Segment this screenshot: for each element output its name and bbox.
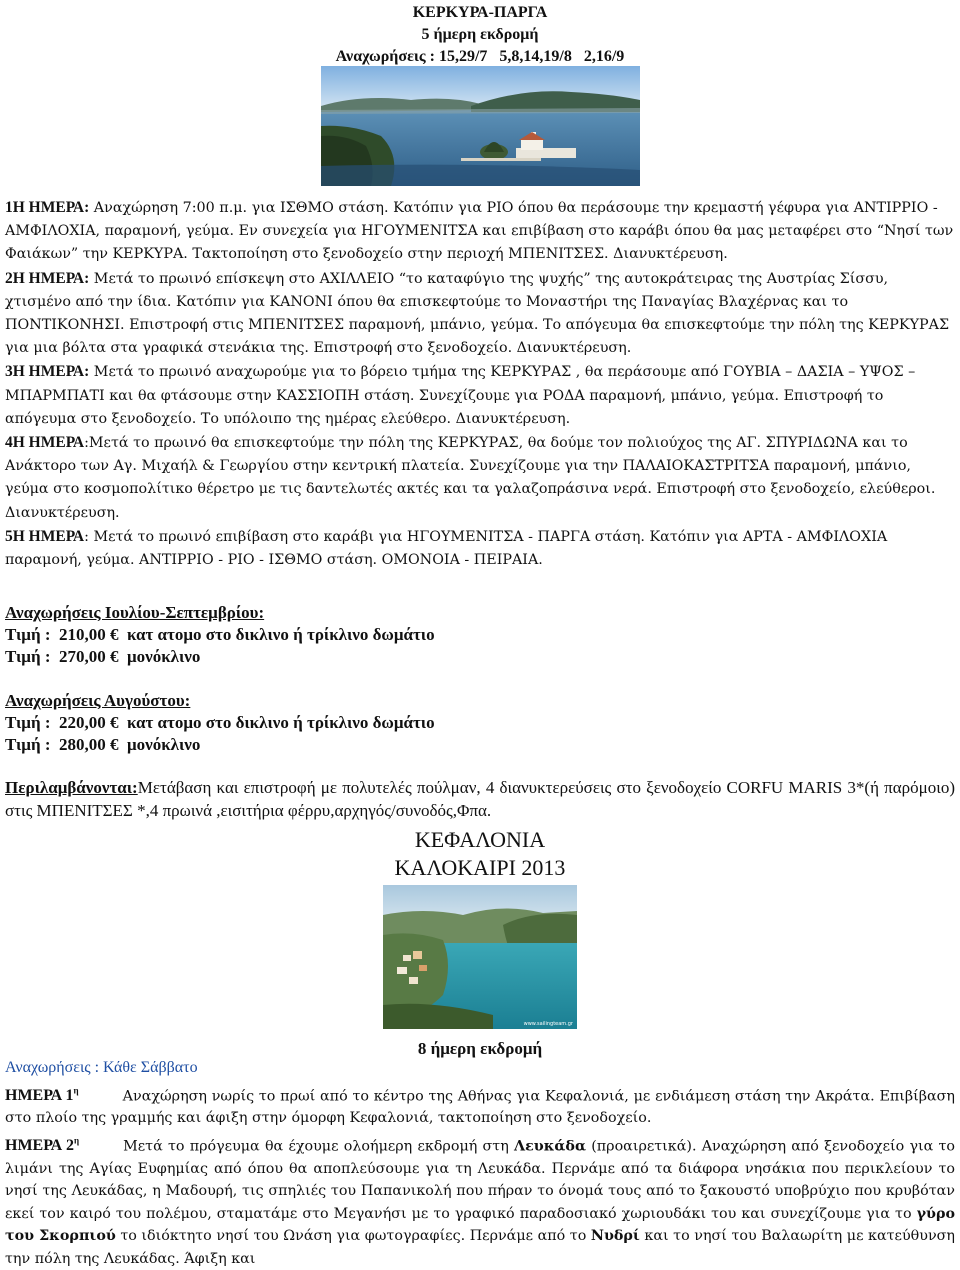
price-value: 270,00 €: [50, 647, 119, 666]
corfu-title: ΚΕΡΚΥΡΑ-ΠΑΡΓΑ: [412, 4, 548, 21]
photo-watermark: www.sailingteam.gr: [523, 1021, 573, 1027]
price-value: 280,00 €: [50, 735, 119, 754]
corfu-departures: Αναχωρήσεις : 15,29/7 5,8,14,19/8 2,16/9: [335, 48, 625, 65]
place-lefkada: Λευκάδα: [514, 1138, 586, 1155]
includes-text: Μετάβαση και επιστροφή με πολυτελές πούλμαν, 4 διανυκτερεύσεις στο ξενοδοχείο CORFU MARIS 3*(ή παρόμοιο) στις ΜΠΕΝΙΤΣΕΣ *,4 πρωινά ,εισιτήρια φέρρυ,αρχηγός/συνοδός,Φπα.: [5, 778, 955, 820]
day-label: 1Η ΗΜΕΡΑ:: [5, 199, 90, 216]
price-line: [5, 646, 955, 668]
kefalonia-subtitle: ΚΑΛΟΚΑΙΡΙ 2013: [394, 855, 566, 880]
price-value: 220,00 €: [50, 713, 119, 732]
kefalonia-title: ΚΕΦΑΛΟΝΙΑ: [414, 827, 546, 852]
price-note: κατ ατομο στο δικλινο ή τρίκλινο δωμάτιο: [118, 713, 435, 732]
price-label: Τιμή :: [5, 713, 51, 732]
price-group-heading: Αναχωρήσεις Αυγούστου:: [5, 691, 191, 710]
day-label: [5, 1087, 79, 1104]
day-text: :Μετά το πρωινό θα επισκεφτούμε την πόλη της ΚΕΡΚΥΡΑΣ, θα δούμε τον πολιούχος της ΑΓ. ΣΠΥΡΙΔΩΝΑ και το Ανάκτορο των Αγ. Μιχαήλ & Γεωργίου στην κεντρική πλατεία. Συνεχίζουμε για την ΠΑΛΑΙΟΚΑΣΤΡΙΤΣΑ παραμονή, μπάνιο, γεύμα στο κοσμοπολίτικο θέρετρο με τις δαντελωτές ακτές και τα γαλαζοπράσινα νερά. Επιστροφή στο ξενοδοχείο, ελεύθεροι. Διανυκτέρευση.: [5, 435, 936, 521]
corfu-day-3: [5, 360, 955, 431]
place-nydri: Νυδρί: [590, 1228, 640, 1245]
day-text: Αναχώρηση νωρίς το πρωί από το κέντρο της Αθήνας για Κεφαλονιά, με ενδιάμεση στάση την Ακράτα. Επιβίβαση στο πλοίο της γραμμής και άφιξη στην όμορφη Κεφαλονιά, τακτοποίηση στο ξενοδοχείο.: [5, 1087, 955, 1127]
day-text-g: και το νησί του Βαλαωρίτη με κατεύθυνση την πόλη της Λευκάδας. Άφιξη και: [5, 1228, 955, 1267]
corfu-day-2: [5, 267, 955, 361]
place-skorpios: γύρο του Σκορπιού: [5, 1205, 955, 1245]
kefalonia-day-1: [5, 1080, 955, 1130]
includes-paragraph: [5, 777, 955, 822]
corfu-day-4: [5, 431, 955, 525]
corfu-itinerary: [5, 196, 955, 572]
kefalonia-duration: 8 ήμερη εκδρομή: [417, 1039, 543, 1058]
day-text: Μετά το πρωινό επίσκεψη στο ΑΧΙΛΛΕΙΟ “το καταφύγιο της ψυχής” της αυτοκράτειρας της Αυστρίας Σίσσυ, χτισμένο από την ίδια. Κατόπιν για ΚΑΝΟΝΙ όπου θα επισκεφτούμε το Μοναστήρι της Παναγίας Βλαχέρνας και το ΠΟΝΤΙΚΟΝΗΣΙ. Επιστροφή στις ΜΠΕΝΙΤΣΕΣ παραμονή, μπάνιο, γεύμα. Το απόγευμα θα επισκεφτούμε την πόλη της ΚΕΡΚΥΡΑΣ για μια βόλτα στα γραφικά στενάκια της. Επιστροφή στο ξενοδοχείο. Διανυκτέρευση.: [5, 270, 950, 357]
kefalonia-photo: [383, 885, 577, 1029]
day-label-sup: η: [74, 1135, 80, 1146]
price-value: 210,00 €: [50, 625, 119, 644]
corfu-day-1: [5, 196, 955, 267]
price-label: Τιμή :: [5, 647, 51, 666]
day-label-sup: η: [73, 1085, 79, 1096]
price-note: κατ ατομο στο δικλινο ή τρίκλινο δωμάτιο: [118, 625, 435, 644]
price-note: μονόκλινο: [118, 735, 201, 754]
day-label: 4Η ΗΜΕΡΑ: [5, 434, 85, 452]
price-note: μονόκλινο: [118, 647, 201, 666]
kefalonia-header: [0, 826, 960, 882]
kefalonia-itinerary: [5, 1057, 955, 1270]
day-label-text: ΗΜΕΡΑ 2: [5, 1137, 74, 1155]
price-label: Τιμή :: [5, 735, 51, 754]
kefalonia-photo-illustration: [383, 885, 577, 1029]
day-label: 5Η ΗΜΕΡΑ: [5, 527, 85, 545]
includes-label: Περιλαμβάνονται:: [5, 778, 138, 797]
day-label: 3Η ΗΜΕΡΑ:: [5, 363, 90, 381]
price-label: Τιμή :: [5, 625, 51, 644]
corfu-header: [0, 2, 960, 68]
kefalonia-day-2: [5, 1130, 955, 1270]
corfu-photo: [321, 66, 640, 186]
day-text: Μετά το πρωινό αναχωρούμε για το βόρειο τμήμα της ΚΕΡΚΥΡΑΣ , θα περάσουμε από ΓΟΥΒΙΑ – ΔΑΣΙΑ – ΥΨΟΣ – ΜΠΑΡΜΠΑΤΙ και θα φτάσουμε στην ΚΑΣΣΙΟΠΗ στάση. Συνεχίζουμε για ΡΟΔΑ παραμονή, μπάνιο, γεύμα. Επιστροφή το απόγευμα στο ξενοδοχείο. Το υπόλοιπο της ημέρας ελεύθερο. Διανυκτέρευση.: [5, 364, 916, 427]
price-line: [5, 734, 955, 756]
price-group-august: [5, 690, 955, 756]
day-text-e: το ιδιόκτητο νησί του Ωνάση για φωτογραφίες. Περνάμε από το: [115, 1228, 591, 1245]
corfu-photo-illustration: [321, 66, 640, 186]
price-line: [5, 712, 955, 734]
day-text-c: (προαιρετικά). Αναχώρηση από ξενοδοχείο για το λιμάνι της Αγίας Ευφημίας από όπου θα αποπλεύσουμε για τη Λευκάδα. Περνάμε από τα διάφορα νησάκια που περικλείουν το νησί της Λευκάδας, η Μαδουρή, τις σπηλιές του Παπανικολή που πήραν το όνομά τους από το ξακουστό υποβρύχιο που κρυβόταν εκεί τον καιρό του πολέμου, σταματάμε στο Μεγανήσι με το γραφικό παραδοσιακό χωριουδάκι του και συνεχίζουμε για το: [5, 1138, 955, 1222]
price-line: [5, 624, 955, 646]
day-label: [5, 1137, 79, 1154]
day-text: : Μετά το πρωινό επιβίβαση στο καράβι για ΗΓΟΥΜΕΝΙΤΣΑ - ΠΑΡΓΑ στάση. Κατόπιν για ΑΡΤΑ - ΑΜΦΙΛΟΧΙΑ παραμονή, γεύμα. ΑΝΤΙΡΡΙΟ - ΡΙΟ - ΙΣΘΜΟ στάση. ΟΜΟΝΟΙΑ - ΠΕΙΡΑΙΑ.: [5, 528, 888, 569]
corfu-includes: [5, 777, 955, 822]
corfu-duration: 5 ήμερη εκδρομή: [421, 26, 539, 43]
day-label-text: ΗΜΕΡΑ 1: [5, 1086, 74, 1104]
price-group-heading: Αναχωρήσεις Ιουλίου-Σεπτεμβρίου:: [5, 603, 265, 622]
day-label: 2Η ΗΜΕΡΑ:: [5, 269, 90, 287]
price-group-july-september: [5, 602, 955, 668]
kefalonia-departures: Αναχωρήσεις : Κάθε Σάββατο: [5, 1059, 198, 1076]
day-text-a: Μετά το πρόγευμα θα έχουμε ολοήμερη εκδρομή στη: [123, 1138, 514, 1155]
corfu-day-5: [5, 525, 955, 572]
day-text: Αναχώρηση 7:00 π.μ. για ΙΣΘΜΟ στάση. Κατόπιν για ΡΙΟ όπου θα περάσουμε την κρεμαστή γέφυρα για ΑΝΤΙΡΡΙΟ - ΑΜΦΙΛΟΧΙΑ, παραμονή, γεύμα. Εν συνεχεία για ΗΓΟΥΜΕΝΙΤΣΑ και επιβίβαση στο καράβι όπου θα μας μεταφέρει στο “Νησί των Φαιάκων” την ΚΕΡΚΥΡΑ. Τακτοποίηση στο ξενοδοχείο στην περιοχή ΜΠΕΝΙΤΣΕΣ. Διανυκτέρευση.: [5, 200, 954, 263]
